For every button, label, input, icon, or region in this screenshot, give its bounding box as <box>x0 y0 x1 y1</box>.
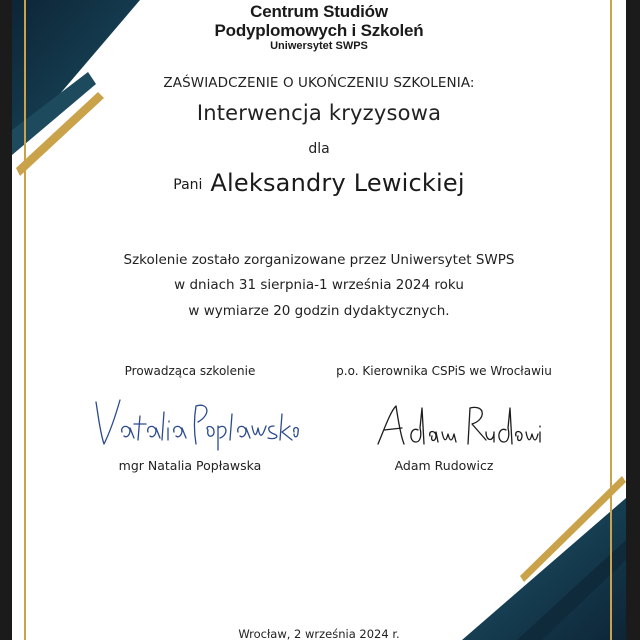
left-signer-name: mgr Natalia Popławska <box>118 458 262 473</box>
recipient-prefix: Pani <box>173 177 203 193</box>
left-signature <box>90 392 300 452</box>
brand-line-3: Uniwersytet SWPS <box>270 40 368 52</box>
course-title: Interwencja kryzysowa <box>196 101 442 125</box>
certificate-paper <box>12 0 626 640</box>
right-signer-name: Adam Rudowicz <box>394 458 494 473</box>
recipient-name: Aleksandry Lewickiej <box>210 169 465 197</box>
brand-line-2: Podyplomowych i Szkoleń <box>214 21 424 40</box>
body-line-2: w dniach 31 sierpnia-1 września 2024 roku <box>174 277 464 293</box>
body-line-1: Szkolenie zostało zorganizowane przez Uniwersytet SWPS <box>123 252 515 268</box>
brand-line-1: Centrum Studiów <box>250 2 388 21</box>
left-signer-role: Prowadząca szkolenie <box>124 364 256 378</box>
photo-edge <box>626 0 640 640</box>
right-signer-role: p.o. Kierownika CSPiS we Wrocławiu <box>336 364 552 378</box>
place-date: Wrocław, 2 września 2024 r. <box>238 627 400 640</box>
for-label: dla <box>308 141 330 157</box>
certificate-heading: ZAŚWIADCZENIE O UKOŃCZENIU SZKOLENIA: <box>163 75 475 91</box>
recipient <box>12 169 626 197</box>
right-signature <box>374 400 544 450</box>
body-line-3: w wymiarze 20 godzin dydaktycznych. <box>188 303 450 319</box>
gold-frame <box>24 0 612 640</box>
